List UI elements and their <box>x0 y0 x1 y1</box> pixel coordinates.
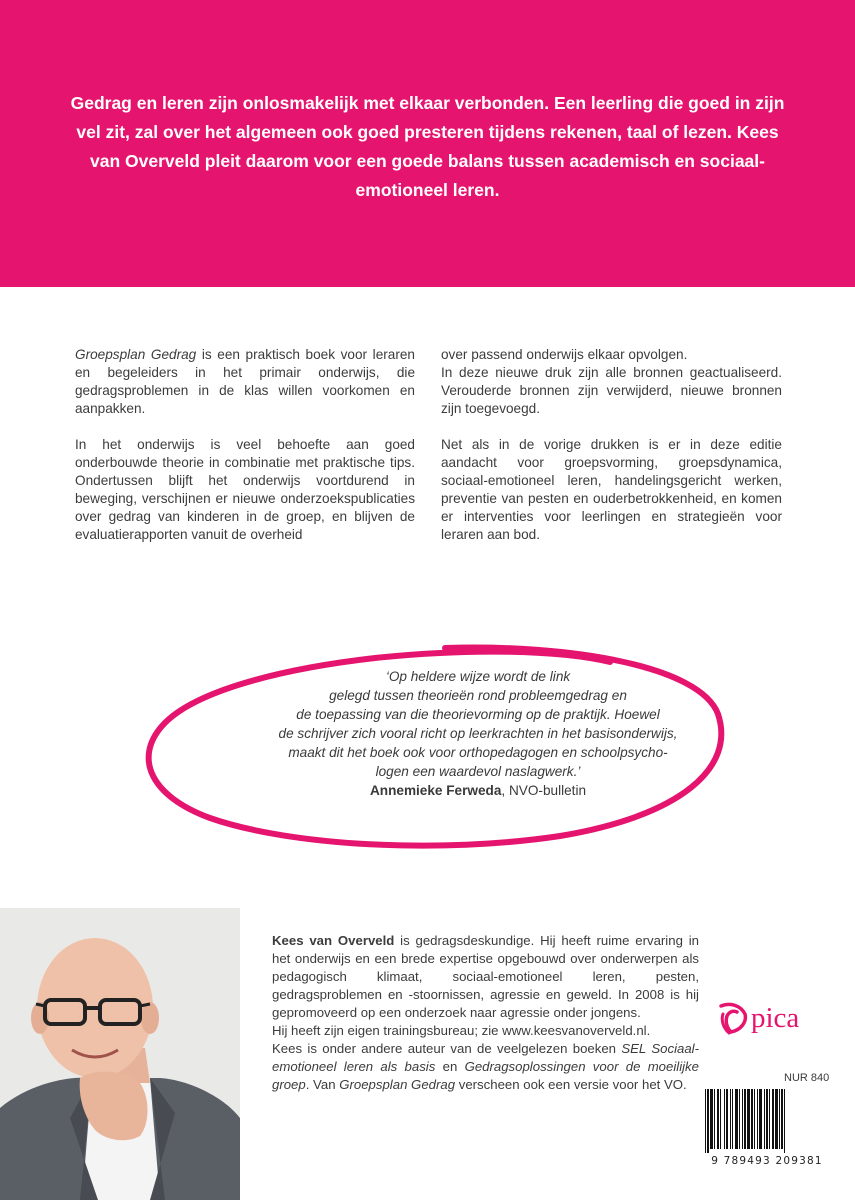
description-right-column <box>441 346 782 562</box>
publisher-name: pica <box>751 1002 800 1034</box>
quote-line-3: de toepassing van die theorievorming op de praktijk. Hoewel <box>296 707 660 722</box>
bio-p3-text-c: . Van <box>305 1077 340 1092</box>
barcode-bar <box>739 1089 740 1149</box>
bio-p3-text-a: Kees is onder andere auteur van de veelgelezen boeken <box>272 1041 622 1056</box>
barcode-bar <box>720 1089 721 1149</box>
barcode-bar <box>705 1089 706 1153</box>
bio-paragraph-1 <box>272 932 699 1022</box>
barcode-bar <box>784 1089 785 1153</box>
barcode-bar <box>764 1089 765 1149</box>
author-photo <box>0 908 240 1200</box>
barcode-bar <box>747 1089 750 1149</box>
barcode-bar <box>772 1089 774 1149</box>
barcode-bar <box>707 1089 709 1153</box>
author-bio <box>272 932 699 1094</box>
isbn-number: 9 789493 209381 <box>711 1155 823 1167</box>
pica-logo-icon <box>717 1000 751 1036</box>
paragraph-theory-continued: over passend onderwijs elkaar opvolgen. <box>441 347 688 362</box>
paragraph-intro <box>75 346 415 418</box>
paragraph-topics: Net als in de vorige drukken is er in deze editie aandacht voor groepsvorming, groepsdynamica, sociaal-emotioneel leren, handelingsgericht werken, preventie van pesten en ouderbetrokkenheid, en komen er interventies voor leerlingen en strategieën voor leraren aan bod. <box>441 437 782 542</box>
bio-book-1: SEL Sociaal-emotioneel leren als basis <box>272 1041 700 1074</box>
barcode-bar <box>732 1089 733 1149</box>
bio-book-3: Groepsplan Gedrag <box>339 1077 456 1092</box>
bio-paragraph-2: Hij heeft zijn eigen trainingsbureau; zie www.keesvanoverveld.nl. <box>272 1023 651 1038</box>
quote-attribution <box>228 781 728 800</box>
barcode-bar <box>710 1089 713 1149</box>
paragraph-theory: In het onderwijs is veel behoefte aan goed onderbouwde theorie in combinatie met praktische tips. Ondertussen blijft het onderwijs voortdurend in beweging, verschijnen er nieuwe onderzoekspublicaties over gedrag van kinderen in de groep, en blijven de evaluatierapporten vanuit de overheid <box>75 437 415 542</box>
quote-line-1: ‘Op heldere wijze wordt de link <box>385 669 571 684</box>
barcode-bar <box>714 1089 715 1149</box>
quote-line-6: logen een waardevol naslagwerk.’ <box>375 764 581 779</box>
barcode-bar <box>769 1089 770 1149</box>
description-left-column <box>75 346 415 562</box>
book-title: Groepsplan Gedrag <box>75 347 197 362</box>
barcode-bar <box>730 1089 731 1149</box>
bio-p1-text: is gedragsdeskundige. Hij heeft ruime ervaring in het onderwijs en een brede expertise opgebouwd over onderwerpen als pedagogisch klimaat, sociaal-emotioneel leren, pesten, gedragsproblemen en -stoornissen, agressie en geweld. In 2008 is hij gepromoveerd op een onderzoek naar agressie onder jongens. <box>272 933 699 1020</box>
quote-source: , NVO-bulletin <box>501 783 587 798</box>
barcode-bar <box>717 1089 719 1149</box>
bio-book-2: Gedragsoplossingen voor de moeilijke groep <box>272 1059 699 1092</box>
paragraph-new-edition: In deze nieuwe druk zijn alle bronnen geactualiseerd. Verouderde bronnen zijn verwijderd, nieuwe bronnen zijn toegevoegd. <box>441 365 782 416</box>
bio-p3-text-b: en <box>435 1059 465 1074</box>
review-quote <box>228 667 728 800</box>
bio-paragraph-3 <box>272 1040 699 1094</box>
barcode-bar <box>781 1089 783 1149</box>
barcode-bar <box>735 1089 738 1149</box>
barcode-bar <box>724 1089 725 1149</box>
intro-rest: is een praktisch boek voor leraren en begeleiders in het primair onderwijs, die gedragsproblemen in de klas willen voorkomen en aanpakken. <box>75 347 415 416</box>
banner-blurb: Gedrag en leren zijn onlosmakelijk met elkaar verbonden. Een leerling die goed in zijn vel zit, zal over het algemeen ook goed presteren tijdens rekenen, taal of lezen. Kees van Overveld pleit daarom voor een goede balans tussen academisch en sociaal-emotioneel leren. <box>70 93 785 200</box>
barcode-bar <box>726 1089 728 1149</box>
isbn-barcode <box>704 1089 830 1153</box>
barcode-bar <box>766 1089 768 1149</box>
barcode-bar <box>754 1089 755 1149</box>
barcode-bar <box>779 1089 780 1149</box>
author-name: Kees van Overveld <box>272 933 395 948</box>
nur-code: NUR 840 <box>784 1072 830 1084</box>
quote-author: Annemieke Ferweda <box>369 783 502 798</box>
bio-p3-text-d: verscheen ook een versie voor het VO. <box>455 1077 687 1092</box>
barcode-bar <box>759 1089 762 1149</box>
quote-line-2: gelegd tussen theorieën rond probleemgedrag en <box>329 688 627 703</box>
barcode-bar <box>775 1089 778 1149</box>
quote-line-4: de schrijver zich vooral richt op leerkrachten in het basisonderwijs, <box>278 726 678 741</box>
barcode-bar <box>744 1089 746 1149</box>
publisher-logo <box>717 1000 837 1040</box>
pink-banner <box>0 0 855 287</box>
barcode-bar <box>742 1089 743 1149</box>
barcode-bar <box>757 1089 758 1149</box>
barcode-bar <box>751 1089 753 1149</box>
quote-line-5: maakt dit het boek ook voor orthopedagogen en schoolpsycho- <box>288 745 668 760</box>
